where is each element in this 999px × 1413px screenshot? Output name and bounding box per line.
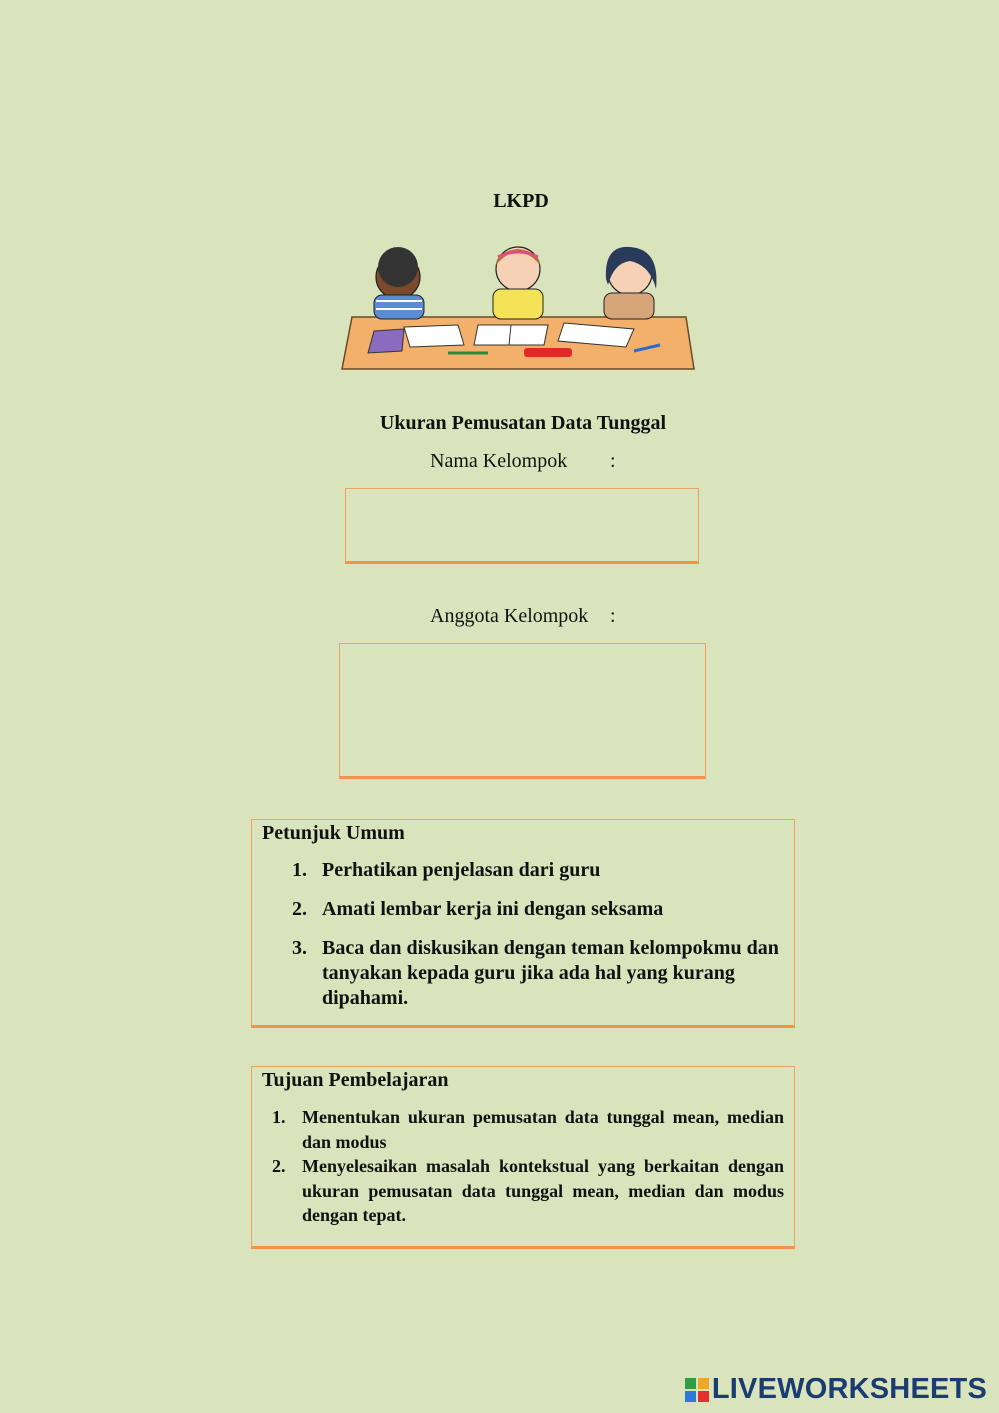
general-instructions-panel (251, 819, 795, 1028)
group-name-colon: : (610, 450, 616, 472)
learning-objectives-list (272, 1105, 784, 1228)
group-members-input[interactable] (339, 643, 706, 779)
learning-objectives-panel (251, 1066, 795, 1249)
list-item: 2. Menyelesaikan masalah kontekstual yang berkaitan dengan ukuran pemusatan data tunggal mean, median dan modus dengan tepat. (272, 1156, 784, 1225)
liveworksheets-brand[interactable] (685, 1373, 987, 1406)
liveworksheets-logo-icon (685, 1378, 709, 1402)
general-instructions-list (292, 858, 784, 1025)
group-members-colon: : (610, 605, 616, 627)
page-title: LKPD (493, 190, 549, 212)
worksheet-subtitle: Ukuran Pemusatan Data Tunggal (379, 412, 667, 434)
learning-objectives-heading: Tujuan Pembelajaran (262, 1069, 449, 1091)
group-name-input[interactable] (345, 488, 699, 564)
list-item: 3. Baca dan diskusikan dengan teman kelompokmu dan tanyakan kepada guru jika ada hal yang kurang dipahami. (292, 937, 779, 1009)
general-instructions-heading: Petunjuk Umum (262, 822, 405, 844)
list-item: 1. Menentukan ukuran pemusatan data tunggal mean, median dan modus (272, 1107, 784, 1152)
brand-name: LIVEWORKSHEETS (711, 1373, 987, 1405)
list-item: 1. Perhatikan penjelasan dari guru (292, 859, 601, 881)
group-name-label: Nama Kelompok (430, 450, 568, 472)
list-item: 2. Amati lembar kerja ini dengan seksama (292, 898, 664, 920)
group-members-label: Anggota Kelompok (430, 605, 589, 627)
students-studying-illustration (338, 245, 698, 375)
